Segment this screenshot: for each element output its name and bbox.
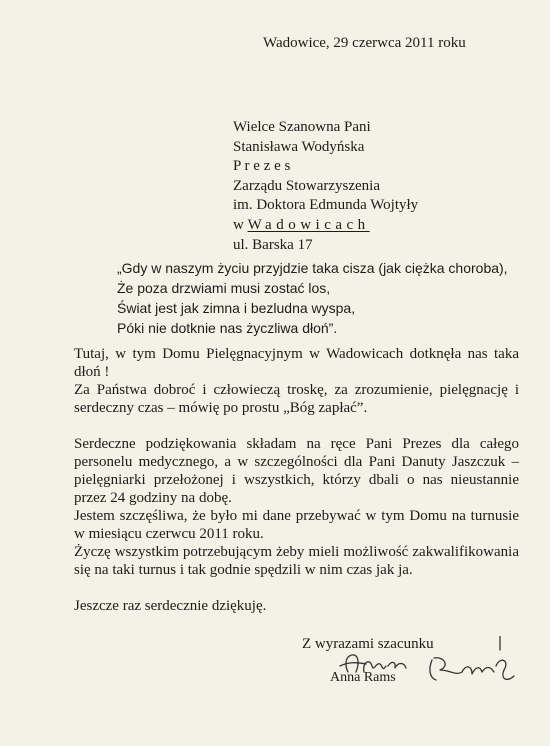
body-paragraph: Jeszcze raz serdecznie dziękuję. [74,598,267,614]
body-paragraph: Jestem szczęśliwa, że było mi dane przebywać w tym Domu na turnusie w miesiącu czerwcu 2011 roku. [74,508,519,542]
recipient-title: P r e z e s [233,158,291,175]
body-paragraph: Za Państwa dobroć i człowieczą troskę, za zrozumienie, pielęgnację i serdeczny czas – mówię po prostu „Bóg zapłać”. [74,382,519,416]
quote-line: „Gdy w naszym życiu przyjdzie taka cisza (jak ciężka choroba), [117,260,508,276]
closing-text: Z wyrazami szacunku [302,636,434,652]
letter-body [74,345,519,615]
letter-date: Wadowice, 29 czerwca 2011 roku [263,35,466,51]
recipient-salutation: Wielce Szanowna Pani [233,119,371,135]
handwritten-signature-icon [300,636,530,706]
signature-block [300,636,530,706]
recipient-address [233,118,418,255]
recipient-city-line [233,216,418,236]
signer-name: Anna Rams [330,670,396,685]
poem-quote [117,258,508,338]
body-paragraph: Życzę wszystkim potrzebującym żeby mieli możliwość zakwalifikowania się na taki turnus i tak godnie spędzili w nim czas jak ja. [74,544,519,578]
body-paragraph: Serdeczne podziękowania składam na ręce Pani Prezes dla całego personelu medycznego, a w szczególności dla Pani Danuty Jaszczuk – pielęgniarki przełożonej i wszystkich, którzy dbali o nas nieustannie przez 24 godziny na dobę. [74,436,519,506]
recipient-association: im. Doktora Edmunda Wojtyły [233,197,419,214]
quote-line: Póki nie dotknie nas życzliwa dłoń”. [117,320,338,336]
quote-line: Że poza drzwiami musi zostać los, [117,280,331,296]
quote-line: Świat jest jak zimna i bezludna wyspa, [117,300,356,316]
recipient-city: Wadowicach [247,216,370,233]
recipient-board: Zarządu Stowarzyszenia [233,177,381,194]
recipient-name: Stanisława Wodyńska [233,138,365,155]
recipient-city-prefix: w [233,216,248,233]
body-paragraph: Tutaj, w tym Domu Pielęgnacyjnym w Wadowicach dotknęła nas taka dłoń ! [74,346,519,380]
recipient-street: ul. Barska 17 [233,236,313,253]
